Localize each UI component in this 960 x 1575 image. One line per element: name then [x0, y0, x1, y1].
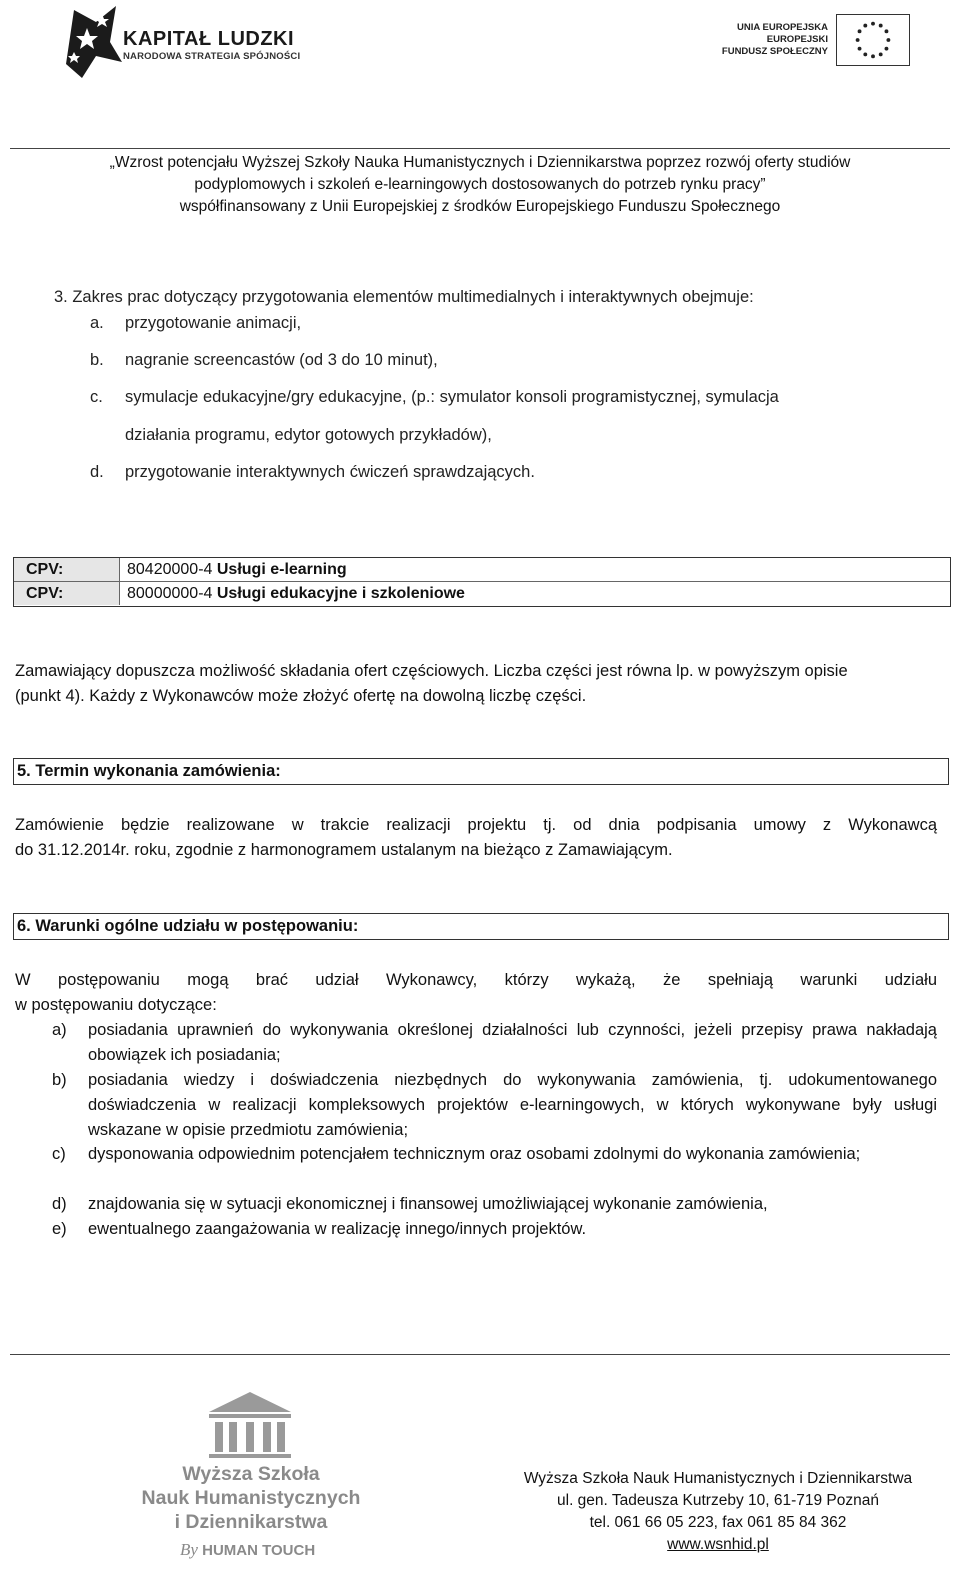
- cpv-description: Usługi e-learning: [216, 561, 347, 578]
- paragraph-line: do 31.12.2014r. roku, zgodnie z harmonogramem ustalanym na bieżąco z Zamawiającym.: [15, 840, 673, 859]
- paragraph-line: w postępowaniu dotyczące:: [15, 995, 217, 1014]
- contact-phone: tel. 061 66 05 223, fax 061 85 84 362: [589, 1514, 847, 1531]
- section-6-intro: [15, 968, 937, 1017]
- section-6-heading: 6. Warunki ogólne udziału w postępowaniu:: [13, 913, 949, 940]
- list-item: [52, 1192, 937, 1217]
- tagline-by: By: [180, 1540, 198, 1559]
- paragraph-line: W postępowaniu mogą brać udział Wykonawcy, którzy wykażą, że spełniają warunki udziału: [15, 971, 937, 989]
- eu-fund-label: [700, 22, 828, 58]
- section-3-heading: 3. Zakres prac dotyczący przygotowania elementów multimedialnych i interaktywnych obejmuje:: [54, 288, 754, 306]
- cpv-code: 80000000-4: [127, 585, 213, 602]
- list-item: [90, 351, 438, 370]
- footer-rule: [10, 1354, 950, 1355]
- list-item-marker: a): [52, 1021, 67, 1039]
- list-item: [52, 1068, 937, 1142]
- list-item: [52, 1217, 937, 1242]
- website-link[interactable]: www.wsnhid.pl: [667, 1536, 769, 1553]
- eu-line1: UNIA EUROPEJSKA: [737, 22, 828, 33]
- list-item-text: przygotowanie animacji,: [125, 314, 302, 332]
- project-title: [0, 152, 960, 218]
- list-item: [90, 314, 301, 333]
- university-logo-text: [138, 1462, 364, 1534]
- list-item-text: posiadania uprawnień do wykonywania określonej działalności lub czynności, jeżeli przepisy prawa nakładają obowiązek ich posiadania;: [88, 1021, 937, 1064]
- table-row: [14, 582, 950, 605]
- section-5-paragraph: [15, 813, 937, 862]
- kapital-ludzki-title: KAPITAŁ LUDZKI: [123, 28, 295, 50]
- footer-contact: [500, 1468, 936, 1556]
- table-row: [14, 558, 950, 581]
- list-item-text: symulacje edukacyjne/gry edukacyjne, (p.: symulator konsoli programistycznej, symulacja: [125, 388, 779, 406]
- cpv-description: Usługi edukacyjne i szkoleniowe: [216, 585, 465, 602]
- list-item-text: przygotowanie interaktywnych ćwiczeń sprawdzających.: [125, 463, 535, 481]
- eu-line3: FUNDUSZ SPOŁECZNY: [721, 46, 828, 57]
- logo-line: Wyższa Szkoła: [182, 1463, 320, 1485]
- list-item: [52, 1142, 937, 1167]
- cpv-label: CPV:: [26, 585, 64, 602]
- human-touch-tagline: [180, 1540, 315, 1560]
- list-item: [52, 1018, 937, 1068]
- paragraph-line: Zamówienie będzie realizowane w trakcie realizacji projektu tj. od dnia podpisania umowy z Wykonawcą: [15, 816, 937, 834]
- cpv-code: 80420000-4: [127, 561, 213, 578]
- header-rule: [10, 148, 950, 149]
- list-item-letter: a.: [90, 314, 104, 332]
- list-item: [90, 463, 535, 482]
- list-item-continuation: działania programu, edytor gotowych przykładów),: [125, 426, 492, 444]
- project-line-3: współfinansowany z Unii Europejskiej z środków Europejskiego Funduszu Społecznego: [179, 198, 781, 215]
- logo-line: Nauk Humanistycznych: [141, 1487, 361, 1509]
- list-item-text: ewentualnego zaangażowania w realizację innego/innych projektów.: [88, 1220, 587, 1238]
- eu-line2: EUROPEJSKI: [766, 34, 828, 45]
- list-item-marker: e): [52, 1220, 67, 1238]
- list-item-letter: c.: [90, 388, 103, 406]
- partial-offers-paragraph: [15, 659, 937, 708]
- list-item-marker: d): [52, 1195, 67, 1213]
- list-item-marker: c): [52, 1145, 66, 1163]
- list-item-letter: d.: [90, 463, 104, 481]
- section-5-heading: 5. Termin wykonania zamówienia:: [13, 758, 949, 785]
- contact-address: ul. gen. Tadeusza Kutrzeby 10, 61-719 Poznań: [557, 1492, 879, 1509]
- project-line-2: podyplomowych i szkoleń e-learningowych dostosowanych do potrzeb rynku pracy”: [194, 176, 766, 193]
- list-item-marker: b): [52, 1071, 67, 1089]
- cpv-table: [13, 557, 951, 607]
- list-item-text: posiadania wiedzy i doświadczenia niezbędnych do wykonywania zamówienia, tj. udokumentowanego doświadczenia w realizacji kompleksowych projektów e-learningowych, w których wykonywane były usługi wskazane w opisie przedmiotu zamówienia;: [88, 1071, 937, 1139]
- list-item-text: znajdowania się w sytuacji ekonomicznej i finansowej umożliwiającej wykonanie zamówienia,: [88, 1195, 768, 1213]
- paragraph-line: (punkt 4). Każdy z Wykonawców może złożyć ofertę na dowolną liczbę części.: [15, 686, 587, 705]
- university-building-icon: [205, 1390, 295, 1460]
- eu-flag-icon: [836, 14, 910, 66]
- list-item: [90, 388, 779, 407]
- tagline-name: HUMAN TOUCH: [202, 1542, 316, 1559]
- project-line-1: „Wzrost potencjału Wyższej Szkoły Nauka Humanistycznych i Dziennikarstwa poprzez rozwój oferty studiów: [109, 154, 851, 171]
- kapital-ludzki-subtitle: NARODOWA STRATEGIA SPÓJNOŚCI: [123, 51, 301, 62]
- list-item-letter: b.: [90, 351, 104, 369]
- contact-name: Wyższa Szkoła Nauk Humanistycznych i Dziennikarstwa: [523, 1470, 913, 1487]
- paragraph-line: Zamawiający dopuszcza możliwość składania ofert częściowych. Liczba części jest równa lp. w powyższym opisie: [15, 662, 848, 680]
- list-item-text: dysponowania odpowiednim potencjałem technicznym oraz osobami zdolnymi do wykonania zamówienia;: [88, 1145, 861, 1163]
- cpv-label: CPV:: [26, 561, 64, 578]
- list-item-text: nagranie screencastów (od 3 do 10 minut),: [125, 351, 438, 369]
- logo-line: i Dziennikarstwa: [174, 1511, 328, 1533]
